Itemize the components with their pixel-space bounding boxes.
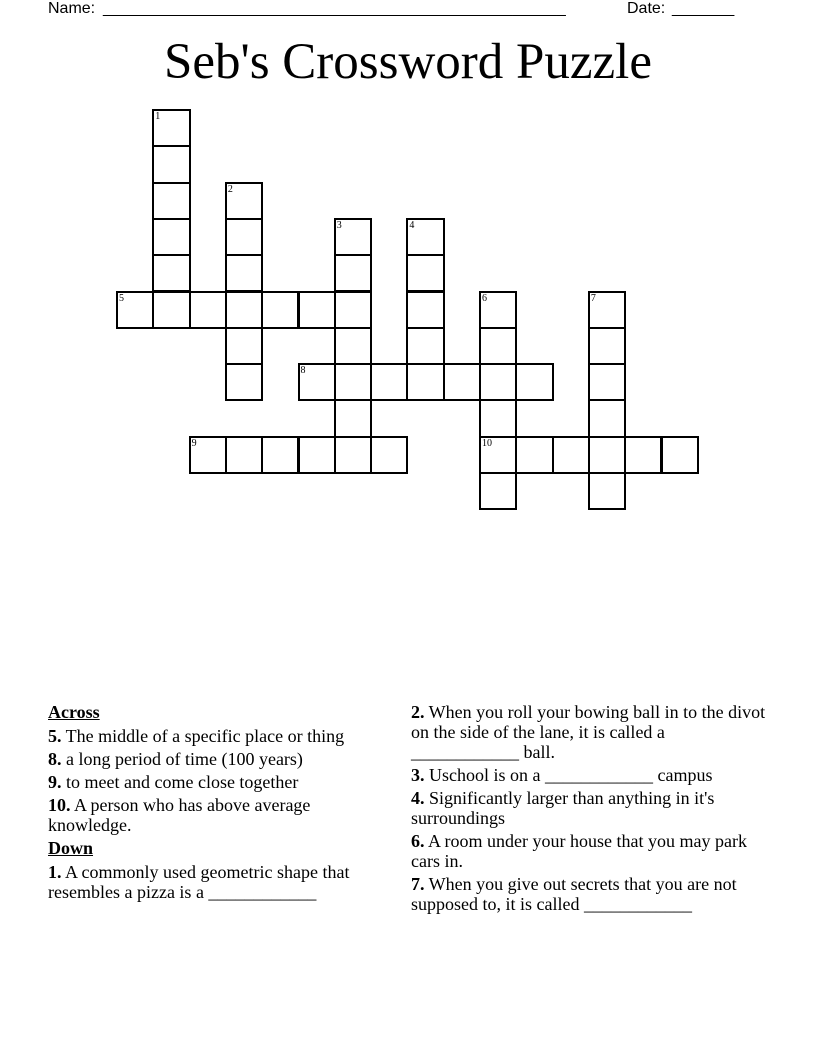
clue-number-label: 10 xyxy=(482,437,492,449)
grid-cell[interactable] xyxy=(406,254,444,292)
clue-text: a long period of time (100 years) xyxy=(61,749,303,769)
clue-number-label: 7 xyxy=(590,292,596,304)
grid-cell[interactable] xyxy=(225,182,263,220)
clue-number-label: 4 xyxy=(409,219,415,231)
grid-cell[interactable] xyxy=(225,327,263,365)
clue-number-label: 3 xyxy=(336,219,342,231)
clue-number-label: 1 xyxy=(155,111,161,122)
clue-text: to meet and come close together xyxy=(61,772,299,792)
grid-cell[interactable] xyxy=(152,218,190,256)
clue-number-label: 2 xyxy=(227,183,233,195)
grid-cell[interactable] xyxy=(479,327,517,365)
name-label: Name: xyxy=(48,0,96,17)
clue-text: A commonly used geometric shape that resembles a pizza is a ____________ xyxy=(48,862,350,902)
clue-number: 8. xyxy=(48,749,62,769)
clue-across-10 xyxy=(48,795,393,835)
grid-cell[interactable] xyxy=(406,363,444,401)
clue-down-7 xyxy=(411,874,771,914)
clue-number: 6. xyxy=(411,831,425,851)
clue-text: Uschool is on a ____________ campus xyxy=(424,765,713,785)
clue-down-4 xyxy=(411,788,771,828)
page-title: Seb's Crossword Puzzle xyxy=(164,34,652,90)
grid-cell[interactable] xyxy=(443,363,481,401)
grid-cell[interactable] xyxy=(479,399,517,437)
grid-cell[interactable] xyxy=(225,254,263,292)
grid-cell[interactable] xyxy=(152,291,190,329)
grid-cell[interactable] xyxy=(515,436,553,474)
clue-number: 1. xyxy=(48,862,62,882)
clue-down-6 xyxy=(411,831,771,871)
grid-cell[interactable] xyxy=(588,436,626,474)
grid-cell[interactable] xyxy=(661,436,699,474)
clue-number-label: 5 xyxy=(119,292,124,304)
grid-cell[interactable] xyxy=(479,291,517,329)
clue-across-5 xyxy=(48,726,393,746)
grid-cell[interactable] xyxy=(552,436,590,474)
grid-cell[interactable] xyxy=(406,218,444,256)
clue-text: Significantly larger than anything in it's surroundings xyxy=(411,788,715,828)
grid-cell[interactable] xyxy=(298,363,336,401)
grid-cell[interactable] xyxy=(152,109,190,147)
grid-cell[interactable] xyxy=(334,363,372,401)
clue-down-3 xyxy=(411,765,771,785)
grid-cell[interactable] xyxy=(479,363,517,401)
clue-number-label: 8 xyxy=(300,365,306,377)
clue-number: 10. xyxy=(48,795,71,815)
name-field[interactable]: ____________________________________________________ xyxy=(103,0,566,17)
grid-cell[interactable] xyxy=(624,436,662,474)
grid-cell[interactable] xyxy=(334,218,372,256)
clue-number-label: 6 xyxy=(482,292,487,304)
clue-number: 7. xyxy=(411,874,425,894)
grid-cell[interactable] xyxy=(152,254,190,292)
date-field[interactable]: _______ xyxy=(672,0,735,17)
grid-cell[interactable] xyxy=(334,327,372,365)
clue-across-9 xyxy=(48,772,393,792)
clue-text: When you give out secrets that you are not supposed to, it is called ____________ xyxy=(411,874,737,914)
grid-cell[interactable] xyxy=(588,472,626,510)
grid-cell[interactable] xyxy=(588,291,626,329)
clue-across-8 xyxy=(48,749,393,769)
grid-cell[interactable] xyxy=(225,436,263,474)
grid-cell[interactable] xyxy=(588,399,626,437)
grid-cell[interactable] xyxy=(298,436,336,474)
grid-cell[interactable] xyxy=(152,145,190,183)
clue-number-label: 9 xyxy=(191,437,197,449)
clue-number: 5. xyxy=(48,726,62,746)
clues-column-left xyxy=(48,702,393,905)
down-heading: Down xyxy=(48,838,94,858)
clue-down-1 xyxy=(48,862,393,902)
grid-cell[interactable] xyxy=(588,363,626,401)
clue-number: 3. xyxy=(411,765,425,785)
clues-column-right xyxy=(411,702,771,917)
grid-cell[interactable] xyxy=(261,291,299,329)
grid-cell[interactable] xyxy=(298,291,336,329)
clue-number: 4. xyxy=(411,788,425,808)
clue-text: A room under your house that you may park cars in. xyxy=(411,831,747,871)
grid-cell[interactable] xyxy=(189,291,227,329)
grid-cell[interactable] xyxy=(479,436,517,474)
clue-number: 2. xyxy=(411,702,425,722)
grid-cell[interactable] xyxy=(370,436,408,474)
grid-cell[interactable] xyxy=(515,363,553,401)
grid-cell[interactable] xyxy=(334,436,372,474)
grid-cell[interactable] xyxy=(406,327,444,365)
grid-cell[interactable] xyxy=(152,182,190,220)
grid-cell[interactable] xyxy=(116,291,154,329)
grid-cell[interactable] xyxy=(225,291,263,329)
clue-down-2 xyxy=(411,702,771,762)
clue-number: 9. xyxy=(48,772,62,792)
grid-cell[interactable] xyxy=(225,363,263,401)
clue-text: The middle of a specific place or thing xyxy=(61,726,345,746)
grid-cell[interactable] xyxy=(334,254,372,292)
grid-cell[interactable] xyxy=(588,327,626,365)
grid-cell[interactable] xyxy=(370,363,408,401)
grid-cell[interactable] xyxy=(334,399,372,437)
grid-cell[interactable] xyxy=(225,218,263,256)
date-label: Date: xyxy=(627,0,666,17)
grid-cell[interactable] xyxy=(334,291,372,329)
clue-text: When you roll your bowing ball in to the divot on the side of the lane, it is called a ____________ ball. xyxy=(411,702,766,762)
clue-text: A person who has above average knowledge. xyxy=(48,795,311,835)
grid-cell[interactable] xyxy=(189,436,227,474)
across-heading: Across xyxy=(48,702,100,722)
grid-cell[interactable] xyxy=(479,472,517,510)
grid-cell[interactable] xyxy=(261,436,299,474)
grid-cell[interactable] xyxy=(406,291,444,329)
